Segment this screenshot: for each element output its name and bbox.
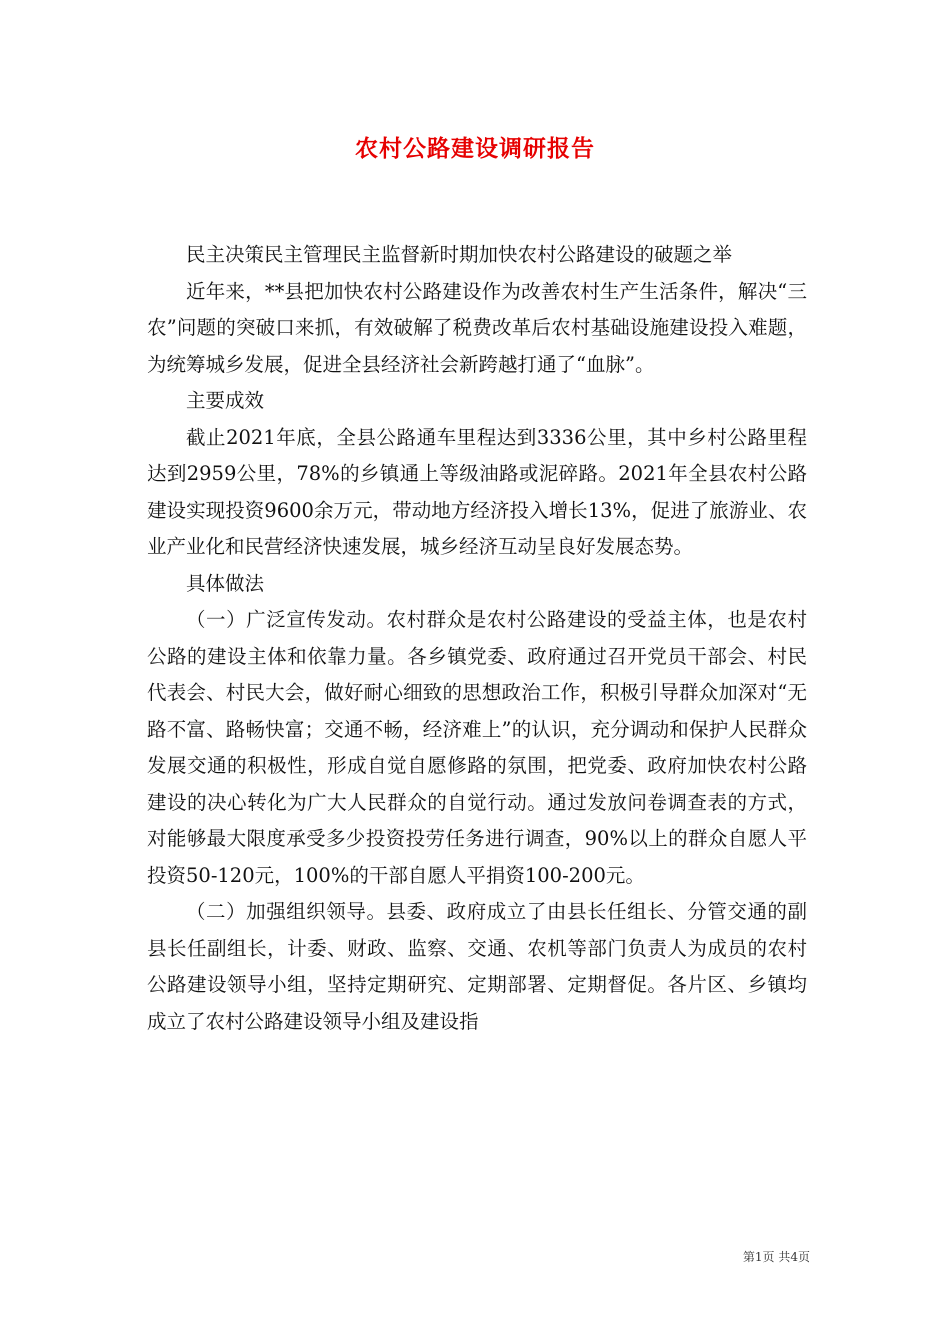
paragraph-results: 截止2021年底，全县公路通车里程达到3336公里，其中乡村公路里程达到2959公里，78%的乡镇通上等级油路或泥碎路。2021年全县农村公路建设实现投资9600余万元，带动地方经济投入增长13%，促进了旅游业、农业产业化和民营经济快速发展，城乡经济互动呈良好发展态势。	[147, 425, 807, 558]
page-number: 第1页 共4页	[742, 1250, 810, 1264]
paragraph-subtitle: 民主决策民主管理民主监督新时期加快农村公路建设的破题之举	[186, 243, 733, 266]
heading-specific-methods: 具体做法	[186, 571, 265, 595]
document-body	[147, 237, 807, 1040]
paragraph-method-2: （二）加强组织领导。县委、政府成立了由县长任组长、分管交通的副县长任副组长，计委、财政、监察、交通、农机等部门负责人为成员的农村公路建设领导小组，坚持定期研究、定期部署、定期督促。各片区、乡镇均成立了农村公路建设领导小组及建设指	[147, 900, 807, 1033]
document-title: 农村公路建设调研报告	[355, 135, 595, 162]
paragraph-intro: 近年来，**县把加快农村公路建设作为改善农村生产生活条件，解决“三农”问题的突破口来抓，有效破解了税费改革后农村基础设施建设投入难题，为统筹城乡发展，促进全县经济社会新跨越打通了“血脉”。	[147, 279, 807, 376]
paragraph-method-1: （一）广泛宣传发动。农村群众是农村公路建设的受益主体，也是农村公路的建设主体和依靠力量。各乡镇党委、政府通过召开党员干部会、村民代表会、村民大会，做好耐心细致的思想政治工作，积极引导群众加深对“无路不富、路畅快富；交通不畅，经济难上”的认识，充分调动和保护人民群众发展交通的积极性，形成自觉自愿修路的氛围，把党委、政府加快农村公路建设的决心转化为广大人民群众的自觉行动。通过发放问卷调查表的方式，对能够最大限度承受多少投资投劳任务进行调查，90%以上的群众自愿人平投资50-120元，100%的干部自愿人平捐资100-200元。	[147, 608, 807, 887]
heading-main-results: 主要成效	[186, 389, 265, 412]
